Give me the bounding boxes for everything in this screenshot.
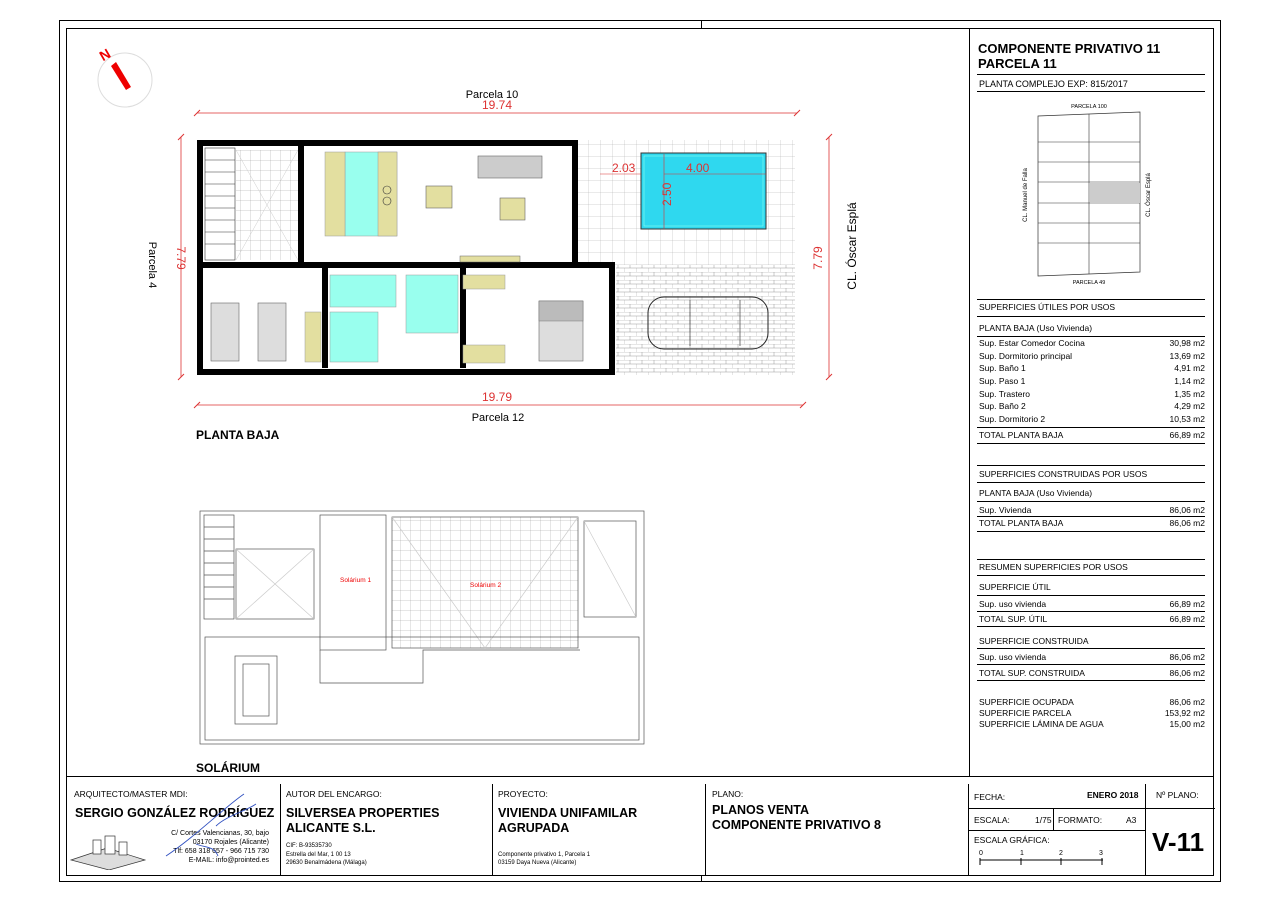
signature-icon xyxy=(156,786,266,871)
author-addr2: 29630 Benalmádena (Málaga) xyxy=(286,860,367,866)
built-row-label: Sup. Vivienda xyxy=(979,505,1032,515)
planta-baja-label: PLANTA BAJA xyxy=(196,428,280,442)
rule xyxy=(1053,808,1054,830)
author-label: AUTOR DEL ENCARGO: xyxy=(286,789,382,799)
uses-row-label: Sup. Trastero xyxy=(979,389,1031,399)
dim-pool-depth: 2.50 xyxy=(660,182,674,206)
uses-row-value: 30,98 m2 xyxy=(1169,338,1205,348)
plano-name1: PLANOS VENTA xyxy=(712,803,809,817)
summary-cons-heading: SUPERFICIE CONSTRUIDA xyxy=(979,636,1089,646)
rule xyxy=(977,575,1205,576)
built-total-value: 86,06 m2 xyxy=(1169,518,1205,528)
escala-value: 1/75 xyxy=(1035,815,1052,825)
north-arrow-icon xyxy=(97,45,153,107)
formato-value: A3 xyxy=(1126,815,1137,825)
rule xyxy=(977,516,1205,517)
uses-row xyxy=(979,351,1205,362)
rule xyxy=(977,91,1205,92)
scale-bar-icon xyxy=(979,858,1104,866)
grafica-tick-3: 3 xyxy=(1099,850,1103,857)
key-bottom-label: PARCELA 49 xyxy=(1072,280,1106,286)
architect-email: E-MAIL: info@prointed.es xyxy=(188,857,269,864)
rule xyxy=(977,595,1205,596)
rule xyxy=(977,626,1205,627)
summary-cons-row-label: Sup. uso vivienda xyxy=(979,652,1047,662)
dim-top: 19.74 xyxy=(481,98,513,112)
project-addr1: Componente privativo 1, Parcela 1 xyxy=(498,852,591,858)
titleblock-top-rule xyxy=(66,776,1214,777)
rule xyxy=(977,427,1205,428)
grafica-tick-1: 1 xyxy=(1020,850,1024,857)
built-row xyxy=(979,505,1205,516)
grafica-tick-2: 2 xyxy=(1059,850,1063,857)
solarium-drawing xyxy=(200,511,644,744)
project-addr2: 03159 Daya Nueva (Alicante) xyxy=(498,860,577,866)
summary-ocupada-label: SUPERFICIE OCUPADA xyxy=(979,697,1074,707)
panel-title-1: COMPONENTE PRIVATIVO 11 xyxy=(978,41,1161,56)
floor-plans xyxy=(66,28,969,776)
summary-util-row xyxy=(979,599,1205,610)
rule xyxy=(977,74,1205,75)
fecha-label: FECHA: xyxy=(974,792,1006,802)
meta-cell xyxy=(969,784,1145,876)
summary-agua-value: 15,00 m2 xyxy=(1169,719,1205,729)
project-name2: AGRUPADA xyxy=(498,821,570,835)
summary-cons-total xyxy=(979,668,1205,679)
plano-cell xyxy=(706,784,969,876)
summary-cons-total-label: TOTAL SUP. CONSTRUIDA xyxy=(979,668,1085,678)
grafica-tick-0: 0 xyxy=(979,850,983,857)
built-heading: SUPERFICIES CONSTRUIDAS POR USOS xyxy=(979,469,1148,479)
grafica-label: ESCALA GRÁFICA: xyxy=(974,835,1050,845)
uses-row-label: Sup. Estar Comedor Cocina xyxy=(979,338,1085,348)
rule xyxy=(977,680,1205,681)
north-label: N xyxy=(96,45,114,65)
rule xyxy=(969,830,1145,831)
plano-number-label: Nº PLANO: xyxy=(1156,790,1199,800)
uses-total-value: 66,89 m2 xyxy=(1169,430,1205,440)
key-top-label: PARCELA 100 xyxy=(1071,104,1107,110)
plano-name2: COMPONENTE PRIVATIVO 8 xyxy=(712,818,882,832)
sheet-center-tick-top xyxy=(701,20,702,28)
rule xyxy=(1146,808,1215,809)
uses-row-label: Sup. Paso 1 xyxy=(979,376,1026,386)
summary-heading: RESUMEN SUPERFICIES POR USOS xyxy=(979,562,1128,572)
author-cell xyxy=(281,784,493,876)
uses-row xyxy=(979,338,1205,349)
author-cif: CIF: B-93535730 xyxy=(286,843,332,849)
summary-cons-row xyxy=(979,652,1205,663)
uses-row xyxy=(979,401,1205,412)
solarium-label: SOLÁRIUM xyxy=(196,761,260,775)
solarium2-label: Solárium 2 xyxy=(470,582,502,589)
escala-label: ESCALA: xyxy=(974,815,1010,825)
uses-row-value: 10,53 m2 xyxy=(1169,414,1205,424)
uses-row-value: 1,35 m2 xyxy=(1174,389,1205,399)
uses-row-value: 4,91 m2 xyxy=(1174,363,1205,373)
key-plan xyxy=(977,96,1205,296)
summary-cons-row-value: 86,06 m2 xyxy=(1169,652,1205,662)
project-cell xyxy=(493,784,706,876)
built-subheading: PLANTA BAJA (Uso Vivienda) xyxy=(979,488,1093,498)
uses-row-label: Sup. Baño 1 xyxy=(979,363,1026,373)
dim-bottom: 19.79 xyxy=(481,390,513,404)
rule xyxy=(977,336,1205,337)
uses-row-value: 4,29 m2 xyxy=(1174,401,1205,411)
summary-parcela xyxy=(979,708,1205,719)
key-right-street: CL. Óscar Esplá xyxy=(1146,173,1152,217)
rule xyxy=(977,648,1205,649)
summary-util-row-value: 66,89 m2 xyxy=(1169,599,1205,609)
rule xyxy=(977,501,1205,502)
architect-addr2: 03170 Rojales (Alicante) xyxy=(192,839,269,846)
rule xyxy=(969,808,1145,809)
planta-baja-drawing xyxy=(197,140,795,375)
right-street-label: CL. Óscar Esplá xyxy=(845,202,859,290)
summary-agua-label: SUPERFICIE LÁMINA DE AGUA xyxy=(979,719,1104,729)
dim-pool-offset: 2.03 xyxy=(612,161,636,175)
architect-name: SERGIO GONZÁLEZ RODRÍGUEZ xyxy=(75,806,275,820)
uses-heading: SUPERFICIES ÚTILES POR USOS xyxy=(979,302,1116,312)
architect-label: ARQUITECTO/MASTER MDI: xyxy=(74,789,188,799)
panel-title-2: PARCELA 11 xyxy=(978,56,1057,71)
project-label: PROYECTO: xyxy=(498,789,548,799)
project-name1: VIVIENDA UNIFAMILAR xyxy=(498,806,638,820)
uses-row-label: Sup. Baño 2 xyxy=(979,401,1026,411)
uses-total-label: TOTAL PLANTA BAJA xyxy=(979,430,1064,440)
built-total-label: TOTAL PLANTA BAJA xyxy=(979,518,1064,528)
left-neighbor-label: Parcela 4 xyxy=(146,241,158,289)
dim-left: 7.79 xyxy=(174,246,188,270)
author-addr1: Estrella del Mar, 1 00 13 xyxy=(286,852,351,858)
rule xyxy=(977,443,1205,444)
summary-parcela-label: SUPERFICIE PARCELA xyxy=(979,708,1072,718)
summary-agua xyxy=(979,719,1205,730)
built-row-value: 86,06 m2 xyxy=(1169,505,1205,515)
uses-row xyxy=(979,414,1205,425)
architect-cell xyxy=(66,784,281,876)
built-total-row xyxy=(979,518,1205,529)
uses-row-value: 1,14 m2 xyxy=(1174,376,1205,386)
summary-cons-total-value: 86,06 m2 xyxy=(1169,668,1205,678)
summary-util-heading: SUPERFICIE ÚTIL xyxy=(979,582,1051,592)
top-neighbor-label: Parcela 10 xyxy=(465,89,519,101)
uses-row xyxy=(979,376,1205,387)
dim-right: 7.79 xyxy=(811,246,825,270)
dim-pool-width: 4.00 xyxy=(686,161,710,175)
rule xyxy=(977,482,1205,483)
rule xyxy=(977,559,1205,560)
rule xyxy=(977,299,1205,300)
summary-util-total xyxy=(979,614,1205,625)
fecha-value: ENERO 2018 xyxy=(1087,790,1139,800)
rule xyxy=(977,664,1205,665)
plano-label: PLANO: xyxy=(712,789,744,799)
uses-total-row xyxy=(979,430,1205,441)
uses-row-value: 13,69 m2 xyxy=(1169,351,1205,361)
uses-subheading: PLANTA BAJA (Uso Vivienda) xyxy=(979,323,1093,333)
rule xyxy=(977,465,1205,466)
rule xyxy=(977,531,1205,532)
summary-ocupada-value: 86,06 m2 xyxy=(1169,697,1205,707)
plano-number-value: V-11 xyxy=(1152,827,1205,857)
summary-util-total-label: TOTAL SUP. ÚTIL xyxy=(979,614,1048,624)
uses-row-label: Sup. Dormitorio 2 xyxy=(979,414,1046,424)
uses-row-label: Sup. Dormitorio principal xyxy=(979,351,1073,361)
bottom-neighbor-label: Parcela 12 xyxy=(471,412,525,424)
summary-ocupada xyxy=(979,697,1205,708)
summary-util-row-label: Sup. uso vivienda xyxy=(979,599,1047,609)
architect-logo-icon xyxy=(69,830,147,870)
summary-parcela-value: 153,92 m2 xyxy=(1164,708,1205,718)
plano-number-cell xyxy=(1145,784,1214,876)
formato-label: FORMATO: xyxy=(1058,815,1103,825)
uses-row xyxy=(979,363,1205,374)
solarium1-label: Solárium 1 xyxy=(340,577,372,584)
panel-subtitle: PLANTA COMPLEJO EXP: 815/2017 xyxy=(979,79,1128,89)
summary-util-total-value: 66,89 m2 xyxy=(1169,614,1205,624)
author-name2: ALICANTE S.L. xyxy=(286,821,376,835)
rule xyxy=(977,316,1205,317)
key-left-street: CL. Manuel de Falla xyxy=(1023,168,1029,222)
architect-tel: Tlf: 658 318 657 - 966 715 730 xyxy=(173,848,269,855)
uses-row xyxy=(979,389,1205,400)
author-name1: SILVERSEA PROPERTIES xyxy=(286,806,440,820)
architect-addr1: C/ Cortes Valencianas, 30, bajo xyxy=(171,830,269,837)
rule xyxy=(977,611,1205,612)
sheet-center-tick-bottom xyxy=(701,876,702,882)
